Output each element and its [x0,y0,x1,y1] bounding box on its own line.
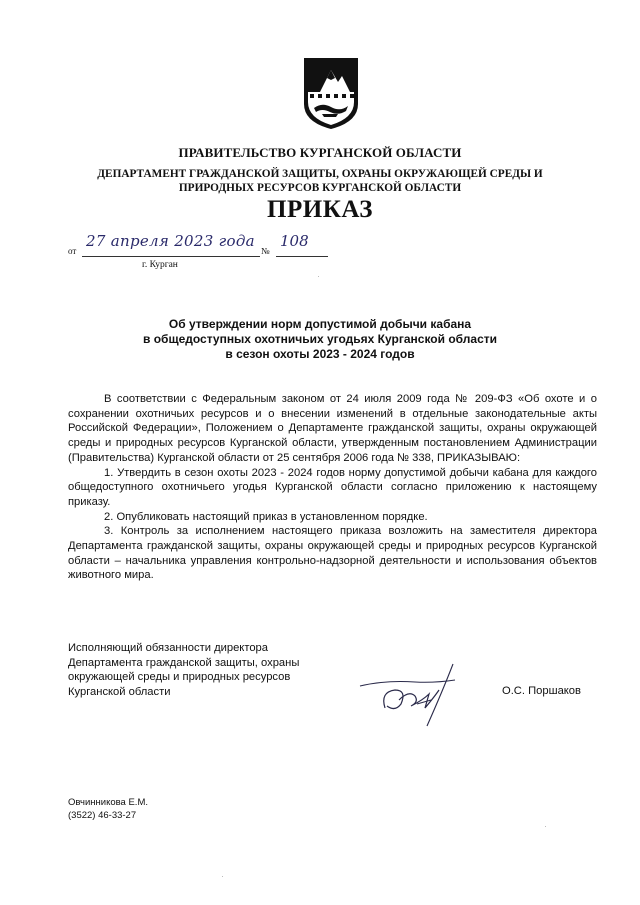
subject-line1: Об утверждении норм допустимой добычи кабана [168,317,472,331]
executor-name: Овчинникова Е.М. [68,797,149,808]
government-title: ПРАВИТЕЛЬСТВО КУРГАНСКОЙ ОБЛАСТИ [178,145,462,160]
subject-line2: в общедоступных охотничьих угодьях Курганской области [143,332,497,346]
date-number-line [68,232,338,272]
department-name [0,167,640,195]
department-name-line2: ПРИРОДНЫХ РЕСУРСОВ КУРГАНСКОЙ ОБЛАСТИ [178,182,462,194]
handwritten-date: 27 апреля 2023 года [86,232,255,250]
order-item-2: 2. Опубликовать настоящий приказ в установленном порядке. [104,510,428,523]
subject-line3: в сезон охоты 2023 - 2024 годов [225,347,415,361]
signer-title [68,641,358,700]
order-item-3: 3. Контроль за исполнением настоящего приказа возложить на заместителя директора Департамента гражданской защиты, охраны окружающей среды и природных ресурсов Курганской области – начальника управления контрольно-надзорной деятельности и использования объектов животного мира. [68,525,597,582]
scan-speck [545,826,546,827]
executor-info [68,797,148,822]
signer-name: О.С. Поршаков [502,685,581,697]
signer-title-line1: Исполняющий обязанности директора [68,642,268,654]
order-body [68,392,597,583]
date-underline [82,256,260,257]
kurgan-coat-of-arms-icon [302,56,360,131]
signer-title-line2: Департамента гражданской защиты, охраны [68,656,300,669]
executor-phone: (3522) 46-33-27 [68,809,137,821]
handwritten-signature [355,660,465,730]
number-underline [276,256,328,257]
number-prefix: № [261,246,270,256]
scan-speck [222,876,223,877]
department-name-line1: ДЕПАРТАМЕНТ ГРАЖДАНСКОЙ ЗАЩИТЫ, ОХРАНЫ ОКРУЖАЮЩЕЙ СРЕДЫ И [97,168,543,180]
date-prefix: от [68,246,77,256]
document-type-heading: ПРИКАЗ [267,196,373,223]
order-item-1: 1. Утвердить в сезон охоты 2023 - 2024 годов норму допустимой добычи кабана для каждого общедоступного охотничьего угодья Курганской области согласно приложению к настоящему приказу. [68,466,597,508]
preamble-paragraph: В соответствии с Федеральным законом от 24 июля 2009 года № 209-ФЗ «Об охоте и о сохранении охотничьих ресурсов и о внесении изменений в отдельные законодательные акты Российской Федерации», Положением о Департаменте гражданской защиты, охраны окружающей среды и природных ресурсов Курганской области, утвержденным постановлением Администрации (Правительства) Курганской области от 25 сентября 2006 года № 338, ПРИКАЗЫВАЮ: [68,393,597,464]
city-label: г. Курган [142,260,178,270]
signer-title-line4: Курганской области [68,686,171,699]
handwritten-number: 108 [280,232,309,250]
scan-speck [318,276,319,277]
order-subject [0,317,640,362]
signer-title-line3: окружающей среды и природных ресурсов [68,671,291,684]
